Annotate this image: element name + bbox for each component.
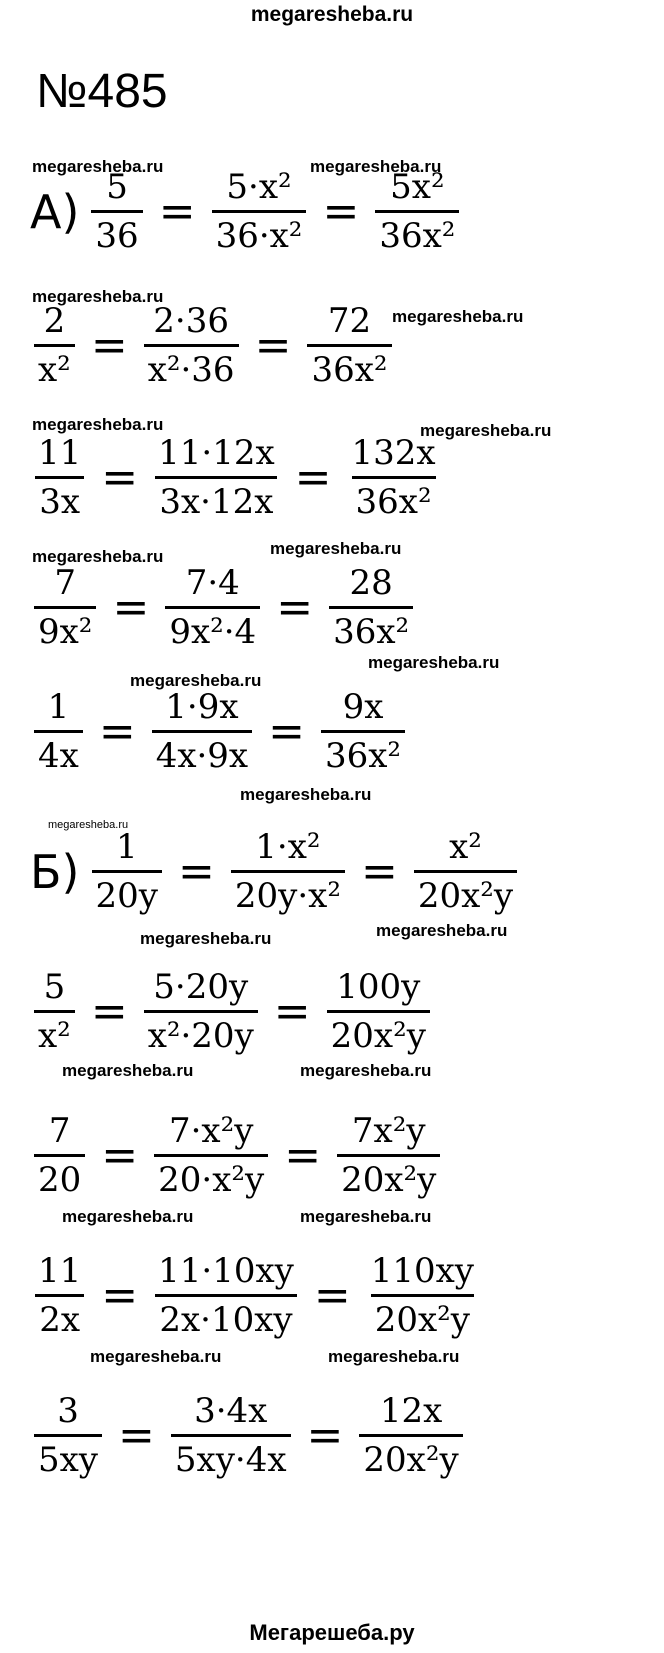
numerator: 2 bbox=[43, 301, 66, 341]
fraction bbox=[144, 967, 258, 1056]
fraction bbox=[34, 1391, 102, 1480]
watermark: megaresheba.ru bbox=[310, 157, 442, 176]
fraction bbox=[144, 301, 239, 390]
equals-sign: = bbox=[360, 845, 398, 897]
denominator: 36x² bbox=[375, 210, 459, 253]
equation-a3 bbox=[30, 433, 444, 522]
denominator: 5xy·4x bbox=[171, 1434, 291, 1477]
watermark: megaresheba.ru bbox=[368, 653, 500, 672]
denominator: 20x²y bbox=[337, 1154, 440, 1197]
watermark: megaresheba.ru bbox=[32, 157, 164, 176]
watermark: megaresheba.ru bbox=[48, 819, 129, 831]
denominator: 36x² bbox=[321, 730, 405, 773]
numerator: 7·x²y bbox=[168, 1111, 254, 1151]
equation-b2 bbox=[30, 967, 434, 1056]
equation-a2 bbox=[30, 301, 396, 390]
numerator: 5·20y bbox=[153, 967, 249, 1007]
fraction bbox=[367, 1251, 478, 1340]
watermark: megaresheba.ru bbox=[62, 1207, 194, 1226]
watermark: megaresheba.ru bbox=[140, 929, 272, 948]
watermark: megaresheba.ru bbox=[32, 415, 164, 434]
equals-sign: = bbox=[118, 1409, 155, 1461]
numerator: 100y bbox=[336, 967, 421, 1007]
fraction bbox=[212, 167, 307, 256]
fraction bbox=[375, 167, 459, 256]
equation-a5 bbox=[30, 687, 409, 776]
fraction bbox=[154, 1111, 268, 1200]
watermark: megaresheba.ru bbox=[328, 1347, 460, 1366]
denominator: 36x² bbox=[352, 476, 436, 519]
watermark: megaresheba.ru bbox=[270, 539, 402, 558]
denominator: 9x² bbox=[34, 606, 96, 649]
denominator: x²·20y bbox=[144, 1010, 258, 1053]
fraction bbox=[34, 433, 85, 522]
numerator: 5x² bbox=[390, 167, 445, 207]
denominator: 20x²y bbox=[359, 1434, 462, 1477]
watermark: megaresheba.ru bbox=[62, 1061, 194, 1080]
numerator: 72 bbox=[327, 301, 372, 341]
equals-sign: = bbox=[101, 1129, 139, 1181]
numerator: 1·x² bbox=[255, 827, 321, 867]
equals-sign: = bbox=[98, 705, 136, 757]
numerator: 5 bbox=[106, 167, 128, 207]
numerator: 5 bbox=[43, 967, 66, 1007]
fraction bbox=[337, 1111, 440, 1200]
denominator: 4x bbox=[34, 730, 83, 773]
denominator: 3x·12x bbox=[155, 476, 277, 519]
numerator: 7 bbox=[54, 563, 77, 603]
watermark: megaresheba.ru bbox=[392, 307, 524, 326]
denominator: 4x·9x bbox=[152, 730, 252, 773]
equals-sign: = bbox=[90, 985, 128, 1037]
numerator: 132x bbox=[351, 433, 436, 473]
numerator: 28 bbox=[349, 563, 393, 603]
numerator: 110xy bbox=[370, 1251, 475, 1291]
numerator: 5·x² bbox=[226, 167, 292, 207]
numerator: 3·4x bbox=[194, 1391, 268, 1431]
fraction bbox=[321, 687, 405, 776]
numerator: 7 bbox=[48, 1111, 71, 1151]
denominator: 36x² bbox=[329, 606, 413, 649]
fraction bbox=[34, 687, 83, 776]
equation-b3 bbox=[30, 1111, 444, 1200]
equals-sign: = bbox=[276, 581, 314, 633]
fraction bbox=[91, 167, 142, 256]
equals-sign: = bbox=[101, 451, 139, 503]
equation-b1 bbox=[30, 827, 521, 916]
fraction bbox=[165, 563, 260, 652]
watermark: megaresheba.ru bbox=[300, 1061, 432, 1080]
watermark: megaresheba.ru bbox=[300, 1207, 432, 1226]
denominator: 5xy bbox=[34, 1434, 102, 1477]
denominator: 20x²y bbox=[414, 870, 517, 913]
numerator: 3 bbox=[57, 1391, 79, 1431]
problem-number: №485 bbox=[36, 65, 168, 118]
fraction bbox=[34, 1111, 85, 1200]
denominator: 20x²y bbox=[327, 1010, 430, 1053]
equation-b4 bbox=[30, 1251, 482, 1340]
watermark: megaresheba.ru bbox=[240, 785, 372, 804]
watermark: megaresheba.ru bbox=[32, 547, 164, 566]
equation-a4 bbox=[30, 563, 417, 652]
denominator: 2x bbox=[35, 1294, 84, 1337]
equals-sign: = bbox=[90, 319, 128, 371]
denominator: x² bbox=[34, 344, 75, 387]
header-watermark: megaresheba.ru bbox=[250, 3, 414, 26]
equals-sign: = bbox=[294, 451, 332, 503]
fraction bbox=[307, 301, 391, 390]
denominator: 20y·x² bbox=[231, 870, 345, 913]
fraction bbox=[154, 433, 279, 522]
fraction bbox=[92, 827, 162, 916]
denominator: 20 bbox=[34, 1154, 85, 1197]
numerator: 7x²y bbox=[351, 1111, 426, 1151]
equals-sign: = bbox=[284, 1129, 322, 1181]
fraction bbox=[231, 827, 345, 916]
fraction bbox=[414, 827, 517, 916]
part-b-label: Б) bbox=[30, 844, 80, 899]
numerator: 11 bbox=[38, 433, 82, 473]
denominator: 20·x²y bbox=[154, 1154, 268, 1197]
denominator: 2x·10xy bbox=[155, 1294, 296, 1337]
numerator: 11·10xy bbox=[158, 1251, 294, 1291]
numerator: 1 bbox=[115, 827, 138, 867]
numerator: 12x bbox=[379, 1391, 443, 1431]
equation-a1 bbox=[30, 167, 463, 256]
denominator: 20y bbox=[92, 870, 162, 913]
watermark: megaresheba.ru bbox=[130, 671, 262, 690]
fraction bbox=[34, 301, 75, 390]
fraction bbox=[34, 967, 75, 1056]
numerator: 1 bbox=[47, 687, 70, 727]
denominator: x²·36 bbox=[144, 344, 239, 387]
numerator: 7·4 bbox=[185, 563, 240, 603]
equals-sign: = bbox=[254, 319, 292, 371]
watermark: megaresheba.ru bbox=[376, 921, 508, 940]
numerator: x² bbox=[449, 827, 482, 867]
fraction bbox=[359, 1391, 462, 1480]
fraction bbox=[329, 563, 413, 652]
denominator: 36 bbox=[91, 210, 142, 253]
watermark: megaresheba.ru bbox=[32, 287, 164, 306]
denominator: 9x²·4 bbox=[165, 606, 260, 649]
fraction bbox=[171, 1391, 291, 1480]
fraction bbox=[348, 433, 440, 522]
equals-sign: = bbox=[101, 1269, 139, 1321]
equals-sign: = bbox=[158, 185, 196, 237]
numerator: 1·9x bbox=[165, 687, 239, 727]
equation-b5 bbox=[30, 1391, 467, 1480]
equals-sign: = bbox=[112, 581, 150, 633]
denominator: 20x²y bbox=[371, 1294, 474, 1337]
fraction bbox=[34, 563, 96, 652]
equals-sign: = bbox=[268, 705, 305, 757]
numerator: 11 bbox=[38, 1251, 82, 1291]
numerator: 2·36 bbox=[153, 301, 229, 341]
denominator: 3x bbox=[35, 476, 84, 519]
denominator: 36x² bbox=[307, 344, 391, 387]
equals-sign: = bbox=[313, 1269, 351, 1321]
denominator: x² bbox=[34, 1010, 75, 1053]
fraction bbox=[152, 687, 252, 776]
watermark: megaresheba.ru bbox=[420, 421, 552, 440]
fraction bbox=[154, 1251, 298, 1340]
equals-sign: = bbox=[306, 1409, 344, 1461]
denominator: 36·x² bbox=[212, 210, 307, 253]
numerator: 9x bbox=[342, 687, 384, 727]
watermark: megaresheba.ru bbox=[90, 1347, 222, 1366]
footer-watermark: Мегарешеба.ру bbox=[249, 1620, 415, 1645]
equals-sign: = bbox=[178, 845, 215, 897]
equals-sign: = bbox=[322, 185, 360, 237]
numerator: 11·12x bbox=[158, 433, 275, 473]
part-a-label: А) bbox=[30, 184, 80, 239]
fraction bbox=[327, 967, 430, 1056]
equals-sign: = bbox=[273, 985, 311, 1037]
fraction bbox=[34, 1251, 85, 1340]
